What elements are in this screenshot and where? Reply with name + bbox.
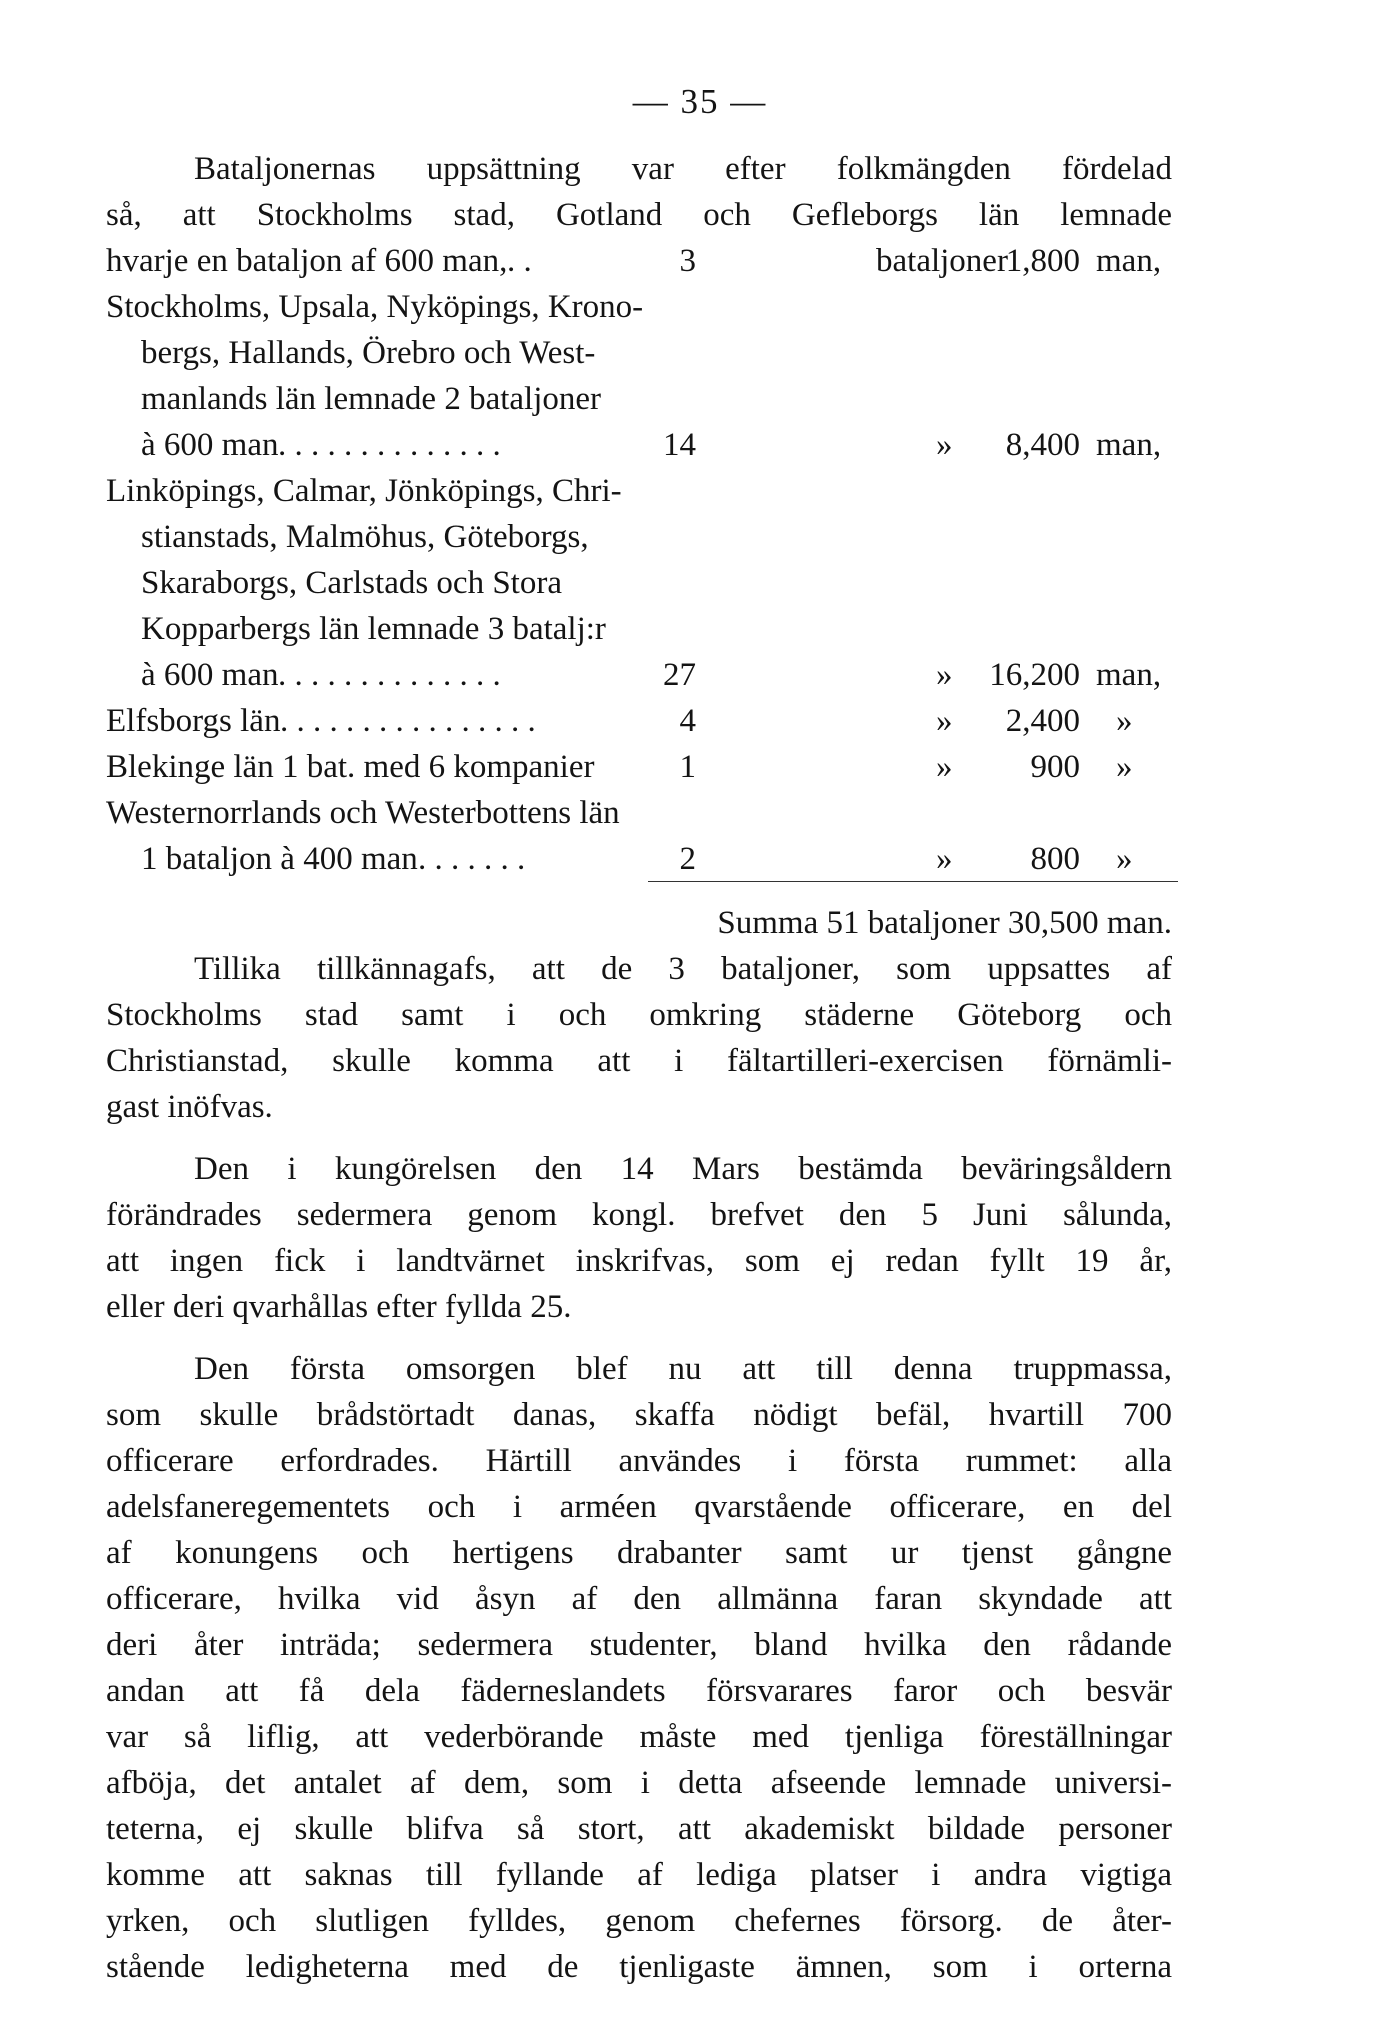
battalion-table — [106, 238, 1172, 882]
sum-rule — [648, 881, 1178, 882]
man-suffix: man, — [1096, 427, 1162, 463]
man-count: 8,400 — [1005, 427, 1080, 463]
row-label: Elfsborgs län — [106, 703, 281, 739]
text-line: deri åter inträda; sedermera studenter, bland hvilka den rådande — [106, 1627, 1172, 1663]
paragraph-omsorgen — [106, 1346, 1172, 1990]
text-line: Tillika tillkännagafs, att de 3 bataljoner, som uppsattes af — [194, 951, 1172, 987]
text-line: så, att Stockholms stad, Gotland och Gefleborgs län lemnade — [106, 197, 1172, 233]
table-row — [106, 468, 1172, 514]
table-row — [106, 376, 1172, 422]
summa-row — [106, 900, 1172, 946]
table-row — [106, 560, 1172, 606]
summa-text: Summa 51 bataljoner 30,500 man. — [717, 905, 1172, 941]
battalion-count: 4 — [679, 703, 696, 739]
man-count: 1,800 — [1005, 243, 1080, 279]
unit-label: » — [936, 841, 953, 877]
intro-paragraph — [106, 146, 1172, 238]
dot-leader: . . . . . . . — [418, 841, 526, 877]
text-line: var så liflig, att vederbörande måste med tjenliga föreställningar — [106, 1719, 1172, 1755]
text-line: komme att saknas till fyllande af lediga platser i andra vigtiga — [106, 1857, 1172, 1893]
unit-label: bataljoner — [876, 243, 1008, 279]
table-row — [106, 790, 1172, 836]
table-row — [106, 744, 1172, 790]
man-suffix: » — [1116, 749, 1133, 785]
man-suffix: man, — [1096, 243, 1162, 279]
man-count: 2,400 — [1005, 703, 1080, 739]
text-line: stående ledigheterna med de tjenligaste ämnen, som i orterna — [106, 1949, 1172, 1985]
text-line: eller deri qvarhållas efter fyllda 25. — [106, 1289, 572, 1325]
table-row — [106, 238, 1172, 284]
text-line: Den första omsorgen blef nu att till denna truppmassa, — [194, 1351, 1172, 1387]
dot-leader: . . — [507, 243, 532, 279]
text-line: att ingen fick i landtvärnet inskrifvas, som ej redan fyllt 19 år, — [106, 1243, 1172, 1279]
row-label: Blekinge län 1 bat. med 6 kompanier — [106, 749, 595, 785]
battalion-count: 14 — [663, 427, 696, 463]
page-number: — 35 — — [632, 82, 768, 121]
table-row — [106, 698, 1172, 744]
text-line: teterna, ej skulle blifva så stort, att akademiskt bildade personer — [106, 1811, 1172, 1847]
paragraph-tillkannagafs — [106, 946, 1172, 1130]
text-line: adelsfaneregementets och i arméen qvarstående officerare, en del — [106, 1489, 1172, 1525]
row-label: Linköpings, Calmar, Jönköpings, Chri- — [106, 473, 622, 509]
man-suffix: man, — [1096, 657, 1162, 693]
row-label: Skaraborgs, Carlstads och Stora — [141, 565, 562, 601]
man-count: 900 — [1030, 749, 1080, 785]
unit-label: » — [936, 749, 953, 785]
text-line: Den i kungörelsen den 14 Mars bestämda beväringsåldern — [194, 1151, 1172, 1187]
row-label: 1 bataljon à 400 man — [141, 841, 418, 877]
man-suffix: » — [1116, 703, 1133, 739]
dot-leader: . . . . . . . . . . . . . . — [278, 427, 501, 463]
row-label: manlands län lemnade 2 bataljoner — [141, 381, 602, 417]
row-label: stianstads, Malmöhus, Göteborgs, — [141, 519, 589, 555]
man-count: 800 — [1030, 841, 1080, 877]
row-label: Westernorrlands och Westerbottens län — [106, 795, 620, 831]
row-label: hvarje en bataljon af 600 man, — [106, 243, 508, 279]
text-line: Stockholms stad samt i och omkring städerne Göteborg och — [106, 997, 1172, 1033]
unit-label: » — [936, 427, 953, 463]
battalion-count: 2 — [679, 841, 696, 877]
row-label: bergs, Hallands, Örebro och West- — [141, 335, 596, 371]
dot-leader: . . . . . . . . . . . . . . — [278, 657, 501, 693]
man-count: 16,200 — [989, 657, 1080, 693]
table-row — [106, 330, 1172, 376]
unit-label: » — [936, 703, 953, 739]
dot-leader: . . . . . . . . . . . . . . . . — [280, 703, 536, 739]
unit-label: » — [936, 657, 953, 693]
paragraph-varingsaldern — [106, 1146, 1172, 1330]
table-row — [106, 606, 1172, 652]
battalion-count: 27 — [663, 657, 696, 693]
text-line: af konungens och hertigens drabanter samt ur tjenst gångne — [106, 1535, 1172, 1571]
battalion-count: 3 — [679, 243, 696, 279]
text-line: yrken, och slutligen fylldes, genom chefernes försorg. de åter- — [106, 1903, 1172, 1939]
row-label: à 600 man — [141, 427, 279, 463]
table-row — [106, 514, 1172, 560]
row-label: Kopparbergs län lemnade 3 batalj:r — [141, 611, 606, 647]
text-line: Bataljonernas uppsättning var efter folkmängden fördelad — [194, 151, 1172, 187]
text-line: officerare erfordrades. Härtill användes i första rummet: alla — [106, 1443, 1172, 1479]
text-line: gast inöfvas. — [106, 1089, 273, 1125]
man-suffix: » — [1116, 841, 1133, 877]
row-label: à 600 man — [141, 657, 279, 693]
text-line: Christianstad, skulle komma att i fältartilleri-exercisen förnämli- — [106, 1043, 1172, 1079]
text-line: förändrades sedermera genom kongl. brefvet den 5 Juni sålunda, — [106, 1197, 1172, 1233]
table-row — [106, 284, 1172, 330]
text-line: afböja, det antalet af dem, som i detta afseende lemnade universi- — [106, 1765, 1172, 1801]
text-line: officerare, hvilka vid åsyn af den allmänna faran skyndade att — [106, 1581, 1172, 1617]
battalion-count: 1 — [679, 749, 696, 785]
table-row — [106, 652, 1172, 698]
table-row — [106, 422, 1172, 468]
row-label: Stockholms, Upsala, Nyköpings, Krono- — [106, 289, 644, 325]
text-line: som skulle brådstörtadt danas, skaffa nödigt befäl, hvartill 700 — [106, 1397, 1172, 1433]
table-row — [106, 836, 1172, 882]
text-line: andan att få dela fäderneslandets försvarares faror och besvär — [106, 1673, 1172, 1709]
